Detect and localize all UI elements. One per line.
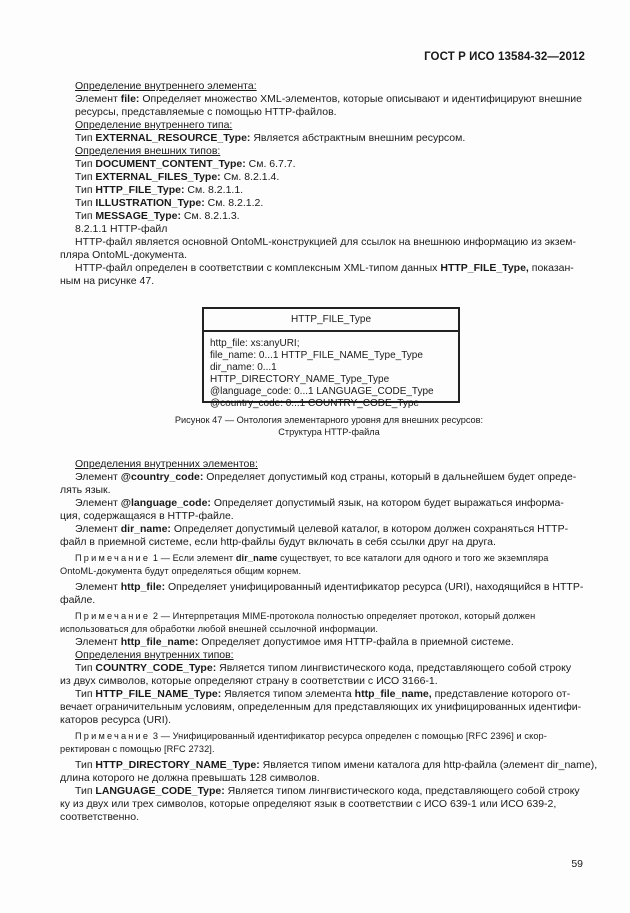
figure-attribute: @language_code: 0...1 LANGUAGE_CODE_Type — [210, 386, 434, 397]
paragraph-line: Элемент http_file: Определяет унифицированный идентификатор ресурса (URI), находящийся в HTTP- — [75, 581, 584, 593]
paragraph-line: ку из двух или трех символов, которые определяют язык в соответствии с ИСО 639-1 или ИСО 639-2, — [60, 798, 557, 810]
paragraph-line: Элемент http_file_name: Определяет допустимое имя HTTP-файла в приемной системе. — [75, 636, 514, 648]
paragraph-line: каторов ресурса (URI). — [60, 714, 172, 726]
paragraph-line: Элемент @country_code: Определяет допустимый код страны, который в дальнейшем будет опреде- — [75, 471, 577, 483]
type-line: Тип MESSAGE_Type: См. 8.2.1.3. — [75, 210, 240, 222]
note-line: Примечание 3 — Унифицированный идентификатор ресурса определен с помощью [RFC 2396] и скор- — [75, 731, 547, 741]
type-line: Тип HTTP_FILE_Type: См. 8.2.1.1. — [75, 184, 244, 196]
type-line: Тип EXTERNAL_FILES_Type: См. 8.2.1.4. — [75, 171, 280, 183]
note-line: OntoML-документа будут определяться общим корнем. — [60, 566, 302, 576]
paragraph-line: файл в приемной системе, если http-файлы будут включать в себя ссылки друг на друга. — [60, 536, 496, 548]
note-line: ректирован с помощью [RFC 2732]. — [60, 744, 215, 754]
document-header: ГОСТ Р ИСО 13584-32—2012 — [424, 51, 585, 63]
paragraph-line: HTTP-файл определен в соответствии с комплексным XML-типом данных HTTP_FILE_Type, показан- — [75, 262, 574, 274]
note-line: Примечание 1 — Если элемент dir_name существует, то все каталоги для одного и того же экземпляра — [75, 553, 549, 563]
paragraph-line: Элемент dir_name: Определяет допустимый целевой каталог, в котором должен сохраняться HTTP- — [75, 523, 569, 535]
section-heading: 8.2.1.1 HTTP-файл — [75, 223, 168, 235]
figure-title: HTTP_FILE_Type — [204, 309, 458, 332]
paragraph-line: Тип HTTP_FILE_NAME_Type: Является типом элемента http_file_name, представление которого от- — [75, 688, 571, 700]
figure-attribute: dir_name: 0...1 HTTP_DIRECTORY_NAME_Type_Type — [210, 362, 390, 385]
figure-attributes — [204, 332, 458, 410]
figure-47-box — [202, 307, 460, 409]
figure-caption: Рисунок 47 — Онтология элементарного уровня для внешних ресурсов: Структура HTTP-файла — [174, 415, 484, 437]
paragraph-line: вечает ограничительным условиям, определенным для представляющих их унифицированных идентифи- — [60, 701, 582, 713]
paragraph-line: ным на рисунке 47. — [60, 275, 155, 287]
subheading: Определение внутреннего типа: — [75, 119, 233, 131]
paragraph-line: файле. — [60, 594, 96, 606]
figure-attribute: @country_code: 0...1 COUNTRY_CODE_Type — [210, 398, 419, 409]
paragraph-line: Тип EXTERNAL_RESOURCE_Type: Является абстрактным внешним ресурсом. — [75, 132, 466, 144]
subheading: Определение внутреннего элемента: — [75, 80, 257, 92]
paragraph-line: пляра OntoML-документа. — [60, 249, 188, 261]
paragraph-line: ция, содержащаяся в HTTP-файле. — [60, 510, 234, 522]
type-line: Тип DOCUMENT_CONTENT_Type: См. 6.7.7. — [75, 158, 296, 170]
paragraph-line: Тип LANGUAGE_CODE_Type: Является типом лингвистического кода, представляющего собой строку — [75, 785, 580, 797]
type-line: Тип ILLUSTRATION_Type: См. 8.2.1.2. — [75, 197, 264, 209]
section-block-2 — [60, 458, 598, 824]
paragraph-line: Тип HTTP_DIRECTORY_NAME_Type: Является типом имени каталога для http-файла (элемент dir_name), — [75, 759, 598, 771]
paragraph-line: длина которого не должна превышать 128 символов. — [60, 772, 320, 784]
note-line: использоваться для обработки любой внешней ссылочной информации. — [60, 624, 379, 634]
paragraph-line: из двух символов, которые определяют страну в соответствии с ИСО 3166-1. — [60, 675, 438, 687]
figure-attribute: http_file: xs:anyURI; — [210, 338, 300, 349]
paragraph-line: ресурсы, представляемые с помощью HTTP-файлов. — [75, 106, 337, 118]
paragraph-line: Элемент file: Определяет множество XML-элементов, которые описывают и идентифицируют внешние — [75, 93, 582, 105]
section-block-1 — [60, 80, 583, 288]
subheading: Определения внутренних типов: — [75, 649, 234, 661]
paragraph-line: Тип COUNTRY_CODE_Type: Является типом лингвистического кода, представляющего собой строку — [75, 662, 572, 674]
subheading: Определения внешних типов: — [75, 145, 221, 157]
paragraph-line: соответственно. — [60, 811, 139, 823]
paragraph-line: лять язык. — [60, 484, 111, 496]
paragraph-line: Элемент @language_code: Определяет допустимый язык, на котором будет выражаться информа- — [75, 497, 564, 509]
page-number: 59 — [571, 858, 583, 870]
subheading: Определения внутренних элементов: — [75, 458, 258, 470]
figure-attribute: file_name: 0...1 HTTP_FILE_NAME_Type_Type — [210, 350, 423, 361]
paragraph-line: HTTP-файл является основной OntoML-конструкцией для ссылок на внешнюю информацию из экзем- — [75, 236, 577, 248]
note-line: Примечание 2 — Интерпретация MIME-протокола полностью определяет протокол, который должен — [75, 611, 536, 621]
